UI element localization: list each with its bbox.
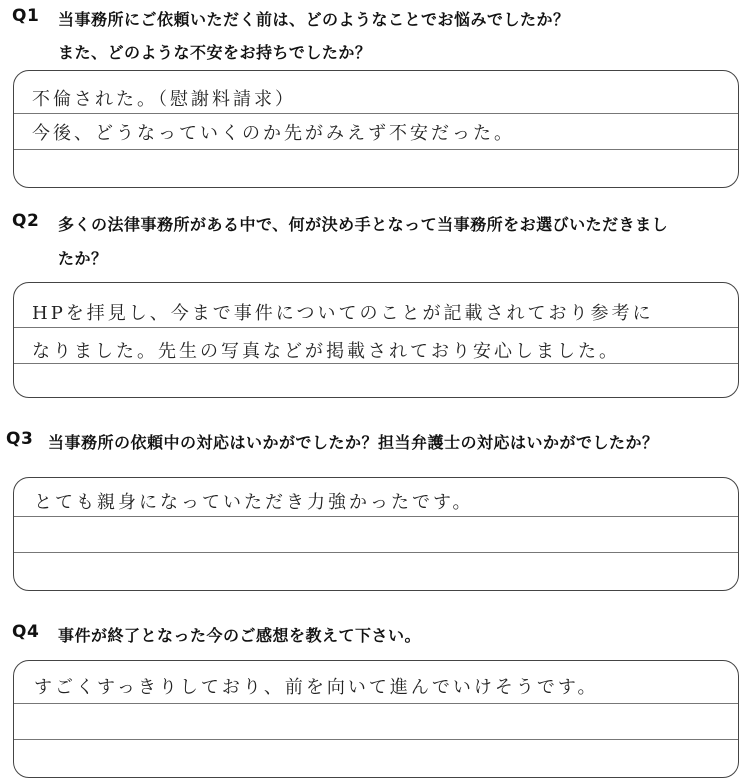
rule-line bbox=[14, 113, 738, 114]
answer-text: HPを拝見し、今まで事件についてのことが記載されており参考に bbox=[32, 303, 654, 324]
question-number: Q2 bbox=[12, 211, 40, 231]
answer-text: なりました。先生の写真などが掲載されており安心しました。 bbox=[32, 341, 620, 362]
rule-line bbox=[14, 552, 738, 553]
answer-text: 不倫された。（慰謝料請求） bbox=[32, 89, 296, 110]
question-text: また、どのような不安をお持ちでしたか？ bbox=[58, 43, 372, 62]
question-text: 当事務所にご依頼いただく前は、どのようなことでお悩みでしたか？ bbox=[58, 10, 570, 29]
question-text: 事件が終了となった今のご感想を教えて下さい。 bbox=[58, 626, 422, 645]
question-number: Q1 bbox=[12, 6, 40, 26]
question-text: 当事務所の依頼中の対応はいかがでしたか？担当弁護士の対応はいかがでしたか？ bbox=[48, 433, 659, 452]
question-number: Q3 bbox=[6, 429, 34, 449]
answer-text: とても親身になっていただき力強かったです。 bbox=[34, 492, 474, 513]
rule-line bbox=[14, 327, 738, 328]
answer-text: 今後、どうなっていくのか先がみえず不安だった。 bbox=[32, 123, 515, 144]
rule-line bbox=[14, 516, 738, 517]
rule-line bbox=[14, 703, 738, 704]
rule-line bbox=[14, 149, 738, 150]
question-text: 多くの法律事務所がある中で、何が決め手となって当事務所をお選びいただきまし bbox=[58, 215, 669, 234]
question-text: たか？ bbox=[58, 249, 108, 268]
answer-box bbox=[13, 477, 739, 591]
answer-box bbox=[13, 70, 739, 188]
rule-line bbox=[14, 739, 738, 740]
question-number: Q4 bbox=[12, 622, 40, 642]
answer-box bbox=[13, 660, 739, 778]
answer-box bbox=[13, 282, 739, 398]
rule-line bbox=[14, 363, 738, 364]
answer-text: すごくすっきりしており、前を向いて進んでいけそうです。 bbox=[34, 677, 599, 698]
